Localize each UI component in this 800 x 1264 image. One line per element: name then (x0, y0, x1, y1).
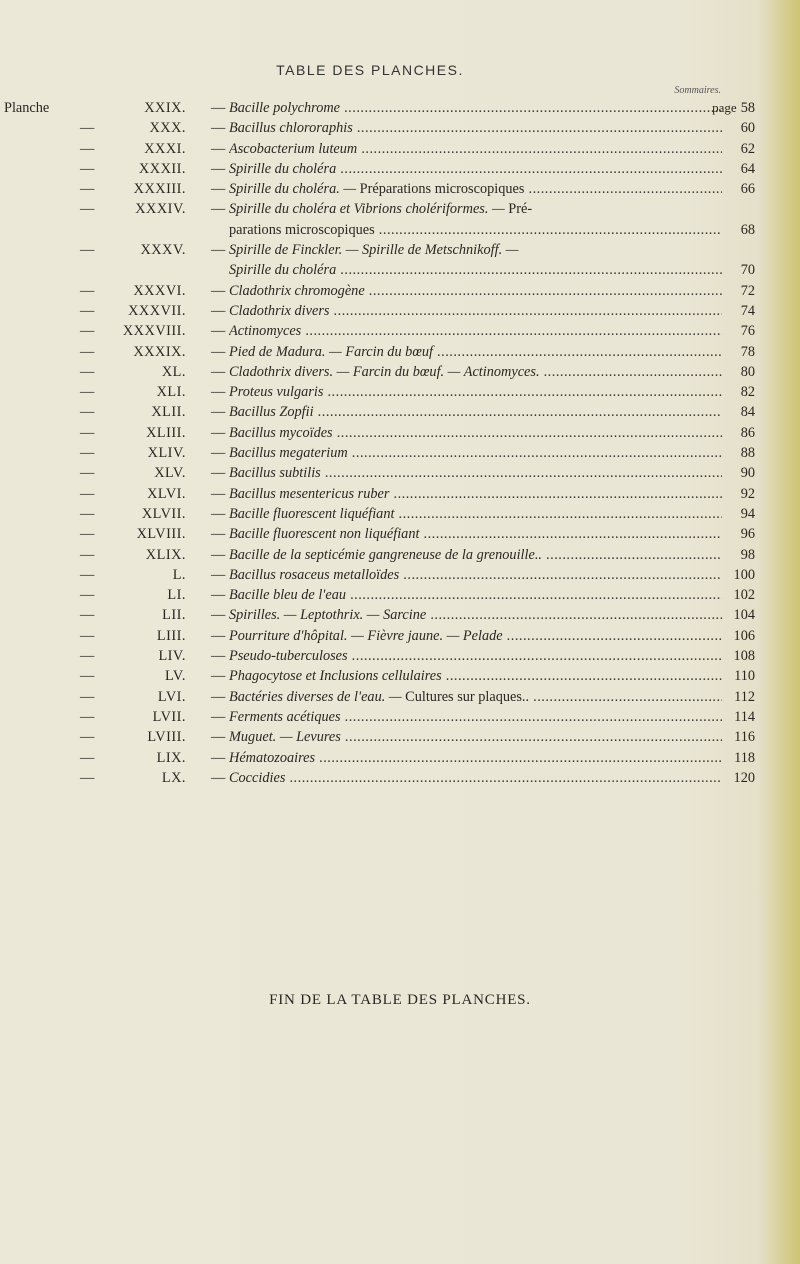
ditto-dash: — (80, 120, 95, 137)
separator-dash: — (211, 648, 226, 665)
plate-title-text: Bactéries diverses de l'eau. — (229, 688, 406, 705)
separator-dash: — (211, 404, 226, 421)
ditto-dash: — (80, 587, 95, 604)
table-row (0, 402, 760, 422)
page-number-value: 116 (734, 729, 755, 746)
separator-dash: — (211, 100, 226, 116)
ditto-dash: — (80, 302, 95, 319)
plate-title-text: Bacillus megaterium (229, 445, 348, 462)
page-number (722, 565, 755, 585)
separator-dash: — (211, 120, 226, 137)
planche-label: Planche (4, 100, 50, 116)
table-row (0, 524, 760, 544)
ditto-dash: — (80, 343, 95, 360)
plate-title (229, 362, 722, 382)
ditto-dash: — (80, 688, 95, 705)
plate-title (229, 463, 722, 483)
ditto-dash: — (80, 323, 95, 340)
page-number (722, 179, 755, 199)
table-row (0, 139, 760, 159)
plate-number: XXIX. (144, 100, 186, 116)
plate-number: XLVIII. (136, 526, 186, 543)
plate-title (229, 687, 722, 707)
plate-title-text: Préparations microscopiques (359, 181, 525, 198)
page-number-value: 90 (740, 465, 755, 482)
page-number (722, 687, 755, 707)
page-number (722, 402, 755, 422)
plate-title-text: Bacille fluorescent liquéfiant (229, 505, 395, 522)
plate-number: LVII. (152, 708, 186, 725)
plate-title-text: Bacille polychrome (229, 100, 341, 116)
ditto-dash: — (80, 729, 95, 746)
ditto-dash: — (80, 566, 95, 583)
table-row (0, 342, 760, 362)
separator-dash: — (211, 323, 226, 340)
separator-dash: — (211, 749, 226, 766)
ditto-dash: — (80, 384, 95, 401)
plate-title-text: Pourriture d'hôpital. — Fièvre jaune. — Pelade (229, 627, 503, 644)
plate-title-text: Bacille bleu de l'eau (229, 587, 346, 604)
plate-number: LIX. (156, 749, 186, 766)
plate-title (229, 727, 722, 747)
separator-dash: — (211, 160, 226, 177)
plate-title-text: Spirille du choléra (229, 160, 337, 177)
page-number (722, 321, 755, 341)
plate-title-text: Muguet. — Levures (229, 729, 341, 746)
plate-title-text: Spirille du choléra et Vibrions cholériformes. — (229, 201, 509, 218)
plate-title (229, 666, 722, 686)
plate-number: XXXI. (144, 140, 186, 157)
table-row (0, 199, 760, 240)
ditto-dash: — (80, 485, 95, 502)
page-number (722, 139, 755, 159)
page-number (722, 220, 755, 240)
plate-title-text: Bacillus rosaceus metalloïdes (229, 566, 400, 583)
separator-dash: — (211, 627, 226, 644)
ditto-dash: — (80, 404, 95, 421)
plate-number: XLIV. (147, 445, 186, 462)
table-row (0, 382, 760, 402)
ditto-dash: — (80, 160, 95, 177)
table-row (0, 605, 760, 625)
ditto-dash: — (80, 282, 95, 299)
table-row (0, 118, 760, 138)
ditto-dash: — (80, 242, 95, 259)
plate-title (229, 321, 722, 341)
plate-title-text: Pseudo-tuberculoses (229, 648, 348, 665)
page-edge-shading (758, 0, 800, 1264)
page-number (722, 504, 755, 524)
plate-number: XXXVII. (128, 302, 186, 319)
plate-number: LIII. (156, 627, 186, 644)
plate-title-text: Hématozoaires (229, 749, 316, 766)
ditto-dash: — (80, 708, 95, 725)
separator-dash: — (211, 546, 226, 563)
plate-title (229, 342, 722, 362)
page-number (722, 748, 755, 768)
page-number (722, 382, 755, 402)
separator-dash: — (211, 668, 226, 685)
page-number (722, 423, 755, 443)
page-number (722, 281, 755, 301)
page-number-value: 88 (740, 445, 755, 462)
plate-title (229, 402, 722, 422)
ditto-dash: — (80, 648, 95, 665)
ditto-dash: — (80, 201, 95, 218)
page-number-value: 76 (740, 323, 755, 340)
separator-dash: — (211, 282, 226, 299)
table-row (0, 646, 760, 666)
ditto-dash: — (80, 465, 95, 482)
plate-number: XXXVI. (133, 282, 186, 299)
page-number-value: 110 (734, 668, 755, 685)
plate-number: LV. (165, 668, 186, 685)
table-row (0, 666, 760, 686)
plate-title (229, 768, 722, 788)
plate-title-text: Bacillus mycoïdes (229, 424, 333, 441)
page-number-value: 98 (740, 546, 755, 563)
table-row (0, 463, 760, 483)
table-row (0, 626, 760, 646)
separator-dash: — (211, 607, 226, 624)
page-number-value: 62 (740, 140, 755, 157)
page-number-value: 64 (740, 160, 755, 177)
page-number-value: 68 (740, 221, 755, 238)
plate-title (229, 159, 722, 179)
page-number (722, 585, 755, 605)
plate-title (229, 382, 722, 402)
plate-title-text: Ascobacterium luteum (229, 140, 358, 157)
table-row (0, 504, 760, 524)
table-row (0, 98, 760, 118)
ditto-dash: — (80, 140, 95, 157)
plate-title (229, 281, 722, 301)
page-number-value: 108 (733, 648, 755, 665)
table-row (0, 443, 760, 463)
plate-title-continuation: Spirille du choléra (229, 262, 337, 279)
page-number-value: 74 (740, 302, 755, 319)
plate-title-text: Bacillus Zopfii (229, 404, 314, 421)
page-number-value: 80 (740, 363, 755, 380)
table-row (0, 727, 760, 747)
ditto-dash: — (80, 546, 95, 563)
plate-title (229, 139, 722, 159)
plate-number: XXXV. (140, 242, 186, 259)
ditto-dash: — (80, 526, 95, 543)
plate-title-text: Pré- (508, 201, 533, 218)
plate-number: XXXIX. (133, 343, 186, 360)
table-row (0, 768, 760, 788)
page-number-value: 66 (740, 181, 755, 198)
plate-title (229, 646, 722, 666)
plate-title-text: Cladothrix divers. — Farcin du bœuf. — Actinomyces. (229, 363, 540, 380)
plate-title (229, 240, 722, 281)
ditto-dash: — (80, 769, 95, 786)
page-number-value: 114 (734, 708, 755, 725)
plate-title (229, 301, 722, 321)
plate-title-text: Cladothrix divers (229, 302, 330, 319)
ditto-dash: — (80, 668, 95, 685)
table-row (0, 321, 760, 341)
plate-title (229, 118, 722, 138)
plate-title (229, 585, 722, 605)
plate-title-text: Bacillus mesentericus ruber (229, 485, 390, 502)
plate-title (229, 605, 722, 625)
plate-number: XLV. (154, 465, 186, 482)
page-number-value: 60 (740, 120, 755, 137)
table-row (0, 362, 760, 382)
plate-title (229, 423, 722, 443)
plate-title (229, 545, 722, 565)
page-number-value: 112 (734, 688, 755, 705)
page-number (722, 159, 755, 179)
page-number-value: 58 (740, 100, 755, 116)
table-row (0, 545, 760, 565)
separator-dash: — (211, 201, 226, 218)
page-number-value: 92 (740, 485, 755, 502)
separator-dash: — (211, 424, 226, 441)
ditto-dash: — (80, 505, 95, 522)
plate-number: LII. (162, 607, 186, 624)
ditto-dash: — (80, 445, 95, 462)
separator-dash: — (211, 566, 226, 583)
plate-number: XLVI. (147, 485, 186, 502)
table-of-plates (0, 98, 760, 788)
plate-title-text: Bacille fluorescent non liquéfiant (229, 526, 420, 543)
table-row (0, 565, 760, 585)
separator-dash: — (211, 505, 226, 522)
plate-number: XXXIV. (135, 201, 186, 218)
page-number (722, 727, 755, 747)
plate-title (229, 524, 722, 544)
table-row (0, 748, 760, 768)
plate-title-text: Bacillus chlororaphis (229, 120, 353, 137)
sommaires-column-label: Sommaires. (674, 85, 721, 96)
plate-title (229, 199, 722, 240)
plate-number: XLIII. (146, 424, 186, 441)
page-number (722, 463, 755, 483)
page-number-value: 70 (740, 262, 755, 279)
page-number (722, 484, 755, 504)
plate-title (229, 565, 722, 585)
separator-dash: — (211, 242, 226, 259)
separator-dash: — (211, 445, 226, 462)
plate-title-text: Phagocytose et Inclusions cellulaires (229, 668, 442, 685)
plate-title-text: Proteus vulgaris (229, 384, 324, 401)
plate-title (229, 626, 722, 646)
plate-number: XLVII. (141, 505, 186, 522)
page-number (722, 301, 755, 321)
plate-title (229, 484, 722, 504)
page-number-value: 118 (734, 749, 755, 766)
plate-title (229, 504, 722, 524)
plate-number: XL. (161, 363, 186, 380)
plate-title-text: Cladothrix chromogène (229, 282, 365, 299)
separator-dash: — (211, 181, 226, 198)
page-number (722, 342, 755, 362)
table-row (0, 687, 760, 707)
plate-title-text: Actinomyces (229, 323, 302, 340)
ditto-dash: — (80, 607, 95, 624)
separator-dash: — (211, 688, 226, 705)
table-row (0, 301, 760, 321)
separator-dash: — (211, 729, 226, 746)
plate-number: XXX. (149, 120, 186, 137)
page-number (722, 362, 755, 382)
page-number (722, 646, 755, 666)
ditto-dash: — (80, 627, 95, 644)
page-number (680, 98, 755, 118)
separator-dash: — (211, 708, 226, 725)
page-number (722, 707, 755, 727)
plate-number: L. (172, 566, 186, 583)
plate-title-text: Spirille de Finckler. — Spirille de Metschnikoff. — (229, 242, 519, 259)
table-row (0, 240, 760, 281)
plate-number: XXXII. (138, 160, 186, 177)
table-row (0, 707, 760, 727)
page-number-value: 106 (733, 627, 755, 644)
plate-number: XXXVIII. (122, 323, 186, 340)
plate-title-text: Coccidies (229, 769, 286, 786)
plate-number: LX. (161, 769, 186, 786)
plate-title-text: Spirille du choléra. — (229, 181, 360, 198)
plate-number: XLII. (151, 404, 186, 421)
ditto-dash: — (80, 749, 95, 766)
table-row (0, 179, 760, 199)
separator-dash: — (211, 485, 226, 502)
ditto-dash: — (80, 181, 95, 198)
plate-title (229, 707, 722, 727)
separator-dash: — (211, 769, 226, 786)
plate-title-text: Bacille de la septicémie gangreneuse de la grenouille.. (229, 546, 542, 563)
page-number-value: 78 (740, 343, 755, 360)
plate-title-text: Pied de Madura. — Farcin du bœuf (229, 343, 433, 360)
page-number-value: 94 (740, 505, 755, 522)
separator-dash: — (211, 363, 226, 380)
page-number (722, 118, 755, 138)
table-row (0, 423, 760, 443)
page-title: TABLE DES PLANCHES. (276, 62, 464, 78)
page-number-value: 102 (733, 587, 755, 604)
plate-title (229, 443, 722, 463)
table-row (0, 484, 760, 504)
plate-title-text: Cultures sur plaques.. (405, 688, 530, 705)
ditto-dash: — (80, 424, 95, 441)
plate-number: XXXIII. (133, 181, 186, 198)
page-number-value: 84 (740, 404, 755, 421)
separator-dash: — (211, 140, 226, 157)
page-number (722, 768, 755, 788)
plate-title-text: Ferments acétiques (229, 708, 341, 725)
table-row (0, 281, 760, 301)
plate-number: LIV. (158, 648, 186, 665)
plate-number: LVI. (157, 688, 186, 705)
plate-title (229, 179, 722, 199)
page-number-value: 120 (733, 769, 755, 786)
page-number-value: 96 (740, 526, 755, 543)
plate-title (229, 748, 722, 768)
ditto-dash: — (80, 363, 95, 380)
plate-title-continuation: parations microscopiques (229, 221, 375, 238)
plate-title-text: Spirilles. — Leptothrix. — Sarcine (229, 607, 427, 624)
page-number (722, 260, 755, 280)
table-row (0, 159, 760, 179)
page-number (722, 443, 755, 463)
page-prefix: page (712, 100, 737, 115)
separator-dash: — (211, 465, 226, 482)
plate-number: XLIX. (145, 546, 186, 563)
plate-number: LI. (167, 587, 186, 604)
page-number (722, 524, 755, 544)
separator-dash: — (211, 526, 226, 543)
plate-title (229, 98, 722, 118)
separator-dash: — (211, 587, 226, 604)
page-number-value: 86 (740, 424, 755, 441)
page-number (722, 626, 755, 646)
plate-title-text: Bacillus subtilis (229, 465, 321, 482)
end-of-table-note: FIN DE LA TABLE DES PLANCHES. (269, 992, 531, 1008)
page-number-value: 72 (740, 282, 755, 299)
page-number (722, 545, 755, 565)
page-number-value: 82 (740, 384, 755, 401)
separator-dash: — (211, 343, 226, 360)
separator-dash: — (211, 302, 226, 319)
page-number-value: 104 (733, 607, 755, 624)
page-number-value: 100 (733, 566, 755, 583)
page-number (722, 666, 755, 686)
plate-number: XLI. (156, 384, 186, 401)
plate-number: LVIII. (147, 729, 186, 746)
separator-dash: — (211, 384, 226, 401)
page-number (722, 605, 755, 625)
table-row (0, 585, 760, 605)
